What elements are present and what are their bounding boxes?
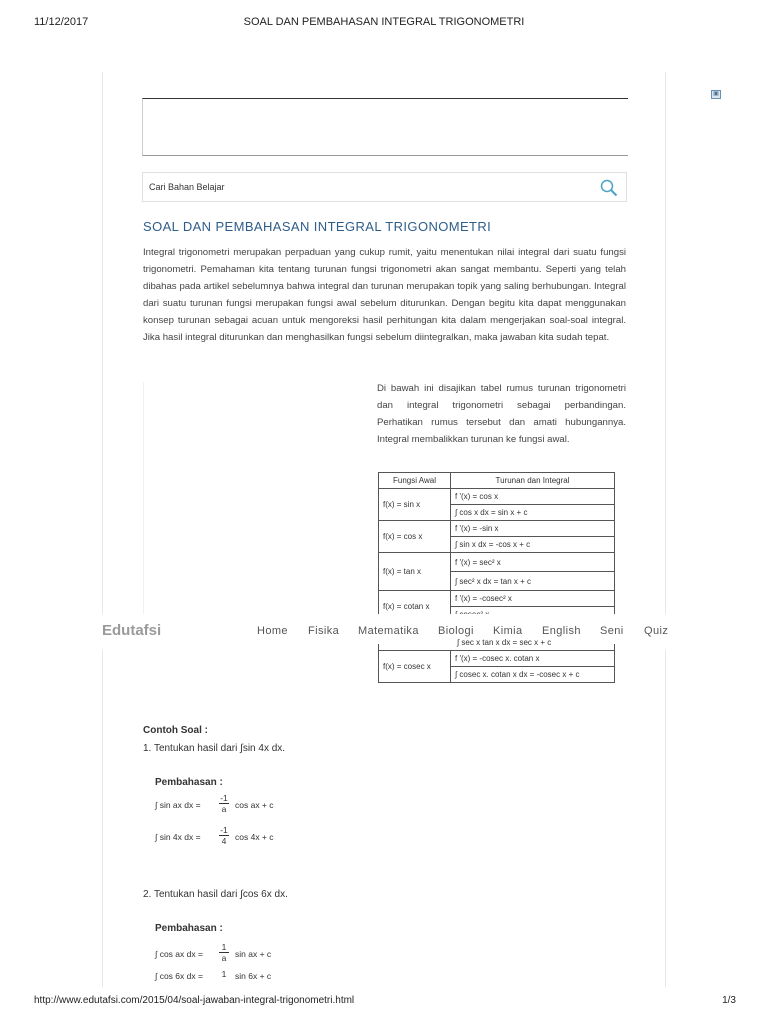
table-header: Turunan dan Integral (451, 473, 615, 489)
fraction (218, 969, 230, 981)
table-row (379, 521, 615, 537)
math-lhs: ∫ sin 4x dx = (155, 832, 201, 842)
math-lhs: ∫ sin ax dx = (155, 800, 201, 810)
fraction (218, 825, 230, 846)
math-lhs: ∫ cos ax dx = (155, 949, 203, 959)
solution-2-line-1-rhs: sin ax + c (235, 949, 272, 959)
print-date: 11/12/2017 (34, 16, 89, 28)
print-title: SOAL DAN PEMBAHASAN INTEGRAL TRIGONOMETRI (243, 16, 525, 28)
table-row (379, 651, 615, 667)
table-cell-derivative: f '(x) = sec² x (451, 553, 615, 572)
solution-1-line-1-rhs: cos ax + c (235, 800, 274, 810)
side-paragraph: Di bawah ini disajikan tabel rumus turunan trigonometri dan integral trigonometri sebagai perbandingan. Perhatikan rumus tersebut dan amati hubungannya. Integral membalikkan turunan ke fungsi awal. (377, 383, 626, 445)
nav-item-kimia[interactable]: Kimia (493, 625, 523, 637)
search-input[interactable] (149, 179, 569, 195)
nav-item-matematika[interactable]: Matematika (358, 625, 419, 637)
table-cell-integral: ∫ cos x dx = sin x + c (451, 505, 615, 521)
fraction-numerator: 1 (221, 969, 227, 979)
fraction-denominator: 4 (221, 836, 227, 846)
table-partial-text: ∫ sec x tan x dx = sec x + c (457, 638, 552, 647)
nav-item-english[interactable]: English (542, 625, 581, 637)
solution-1-line-2 (155, 832, 201, 842)
solution-2-line-2 (155, 971, 203, 981)
formula-table-continued (378, 650, 615, 683)
solution-1-line-1 (155, 800, 201, 810)
page-number: 1/3 (722, 995, 736, 1006)
table-header-row (379, 473, 615, 489)
math-lhs: ∫ cos 6x dx = (155, 971, 203, 981)
pembahasan-2-heading: Pembahasan : (155, 923, 223, 934)
ad-box (142, 98, 628, 156)
nav-item-quiz[interactable]: Quiz (644, 625, 669, 637)
table-row (379, 591, 615, 607)
search-bar (142, 172, 627, 202)
question-2: 2. Tentukan hasil dari ∫cos 6x dx. (143, 889, 288, 900)
table-cell-integral: ∫ sec² x dx = tan x + c (451, 572, 615, 591)
image-placeholder (143, 382, 357, 614)
question-1: 1. Tentukan hasil dari ∫sin 4x dx. (143, 743, 286, 754)
fraction-denominator: a (221, 804, 227, 814)
article-title: SOAL DAN PEMBAHASAN INTEGRAL TRIGONOMETRI (143, 219, 492, 234)
table-cell-function: f(x) = sin x (379, 489, 451, 521)
table-cell-derivative: f '(x) = cos x (451, 489, 615, 505)
table-cell-integral: ∫ sin x dx = -cos x + c (451, 537, 615, 553)
search-icon[interactable] (600, 179, 618, 197)
table-cell-derivative: f '(x) = -cosec x. cotan x (451, 651, 615, 667)
table-row (379, 553, 615, 572)
examples-heading: Contoh Soal : (143, 725, 208, 736)
nav-item-biologi[interactable]: Biologi (438, 625, 474, 637)
table-cell-derivative: f '(x) = -cosec² x (451, 591, 615, 607)
pembahasan-1-heading: Pembahasan : (155, 777, 223, 788)
nav-item-fisika[interactable]: Fisika (308, 625, 340, 637)
table-cell-function: f(x) = cosec x (379, 651, 451, 683)
site-logo[interactable]: Edutafsi (102, 622, 162, 639)
table-header: Fungsi Awal (379, 473, 451, 489)
fraction-numerator: -1 (220, 825, 228, 835)
fraction-numerator: -1 (220, 793, 228, 803)
nav-item-seni[interactable]: Seni (600, 625, 624, 637)
solution-2-line-1 (155, 949, 203, 959)
fraction (218, 942, 230, 963)
intro-paragraph: Integral trigonometri merupakan perpaduan yang cukup rumit, yaitu menentukan nilai integral dari suatu fungsi trigonometri. Pemahaman kita tentang turunan fungsi trigonometri akan sangat membantu. Seperti yang telah dibahas pada artikel sebelumnya bahwa integral dan turunan merupakan topik yang saling berhubungan. Integral dari suatu turunan fungsi merupakan fungsi awal sebelum diturunkan. Dengan begitu kita dapat menggunakan konsep turunan sebagai acuan untuk mengoreksi hasil perhitungan kita dalam mengerjakan soal-soal integral. Jika hasil integral diturunkan dan menghasilkan fungsi sebelum diintegralkan, maka jawaban kita sudah tepat. (143, 247, 626, 343)
table-cell-integral: ∫ cosec x. cotan x dx = -cosec x + c (451, 667, 615, 683)
fraction-numerator: 1 (221, 942, 227, 952)
print-url: http://www.edutafsi.com/2015/04/soal-jawaban-integral-trigonometri.html (34, 995, 355, 1006)
table-cell-function: f(x) = cotan x (379, 591, 451, 623)
fraction (218, 793, 230, 814)
nav-item-home[interactable]: Home (257, 625, 288, 637)
table-cell-function: f(x) = tan x (379, 553, 451, 591)
broken-image-icon[interactable]: ▣ (711, 90, 721, 99)
table-cell-function: f(x) = cos x (379, 521, 451, 553)
table-cell-derivative: f '(x) = -sin x (451, 521, 615, 537)
solution-2-line-2-rhs: sin 6x + c (235, 971, 272, 981)
table-row (379, 489, 615, 505)
fraction-denominator: a (221, 953, 227, 963)
formula-table (378, 472, 615, 623)
solution-1-line-2-rhs: cos 4x + c (235, 832, 274, 842)
